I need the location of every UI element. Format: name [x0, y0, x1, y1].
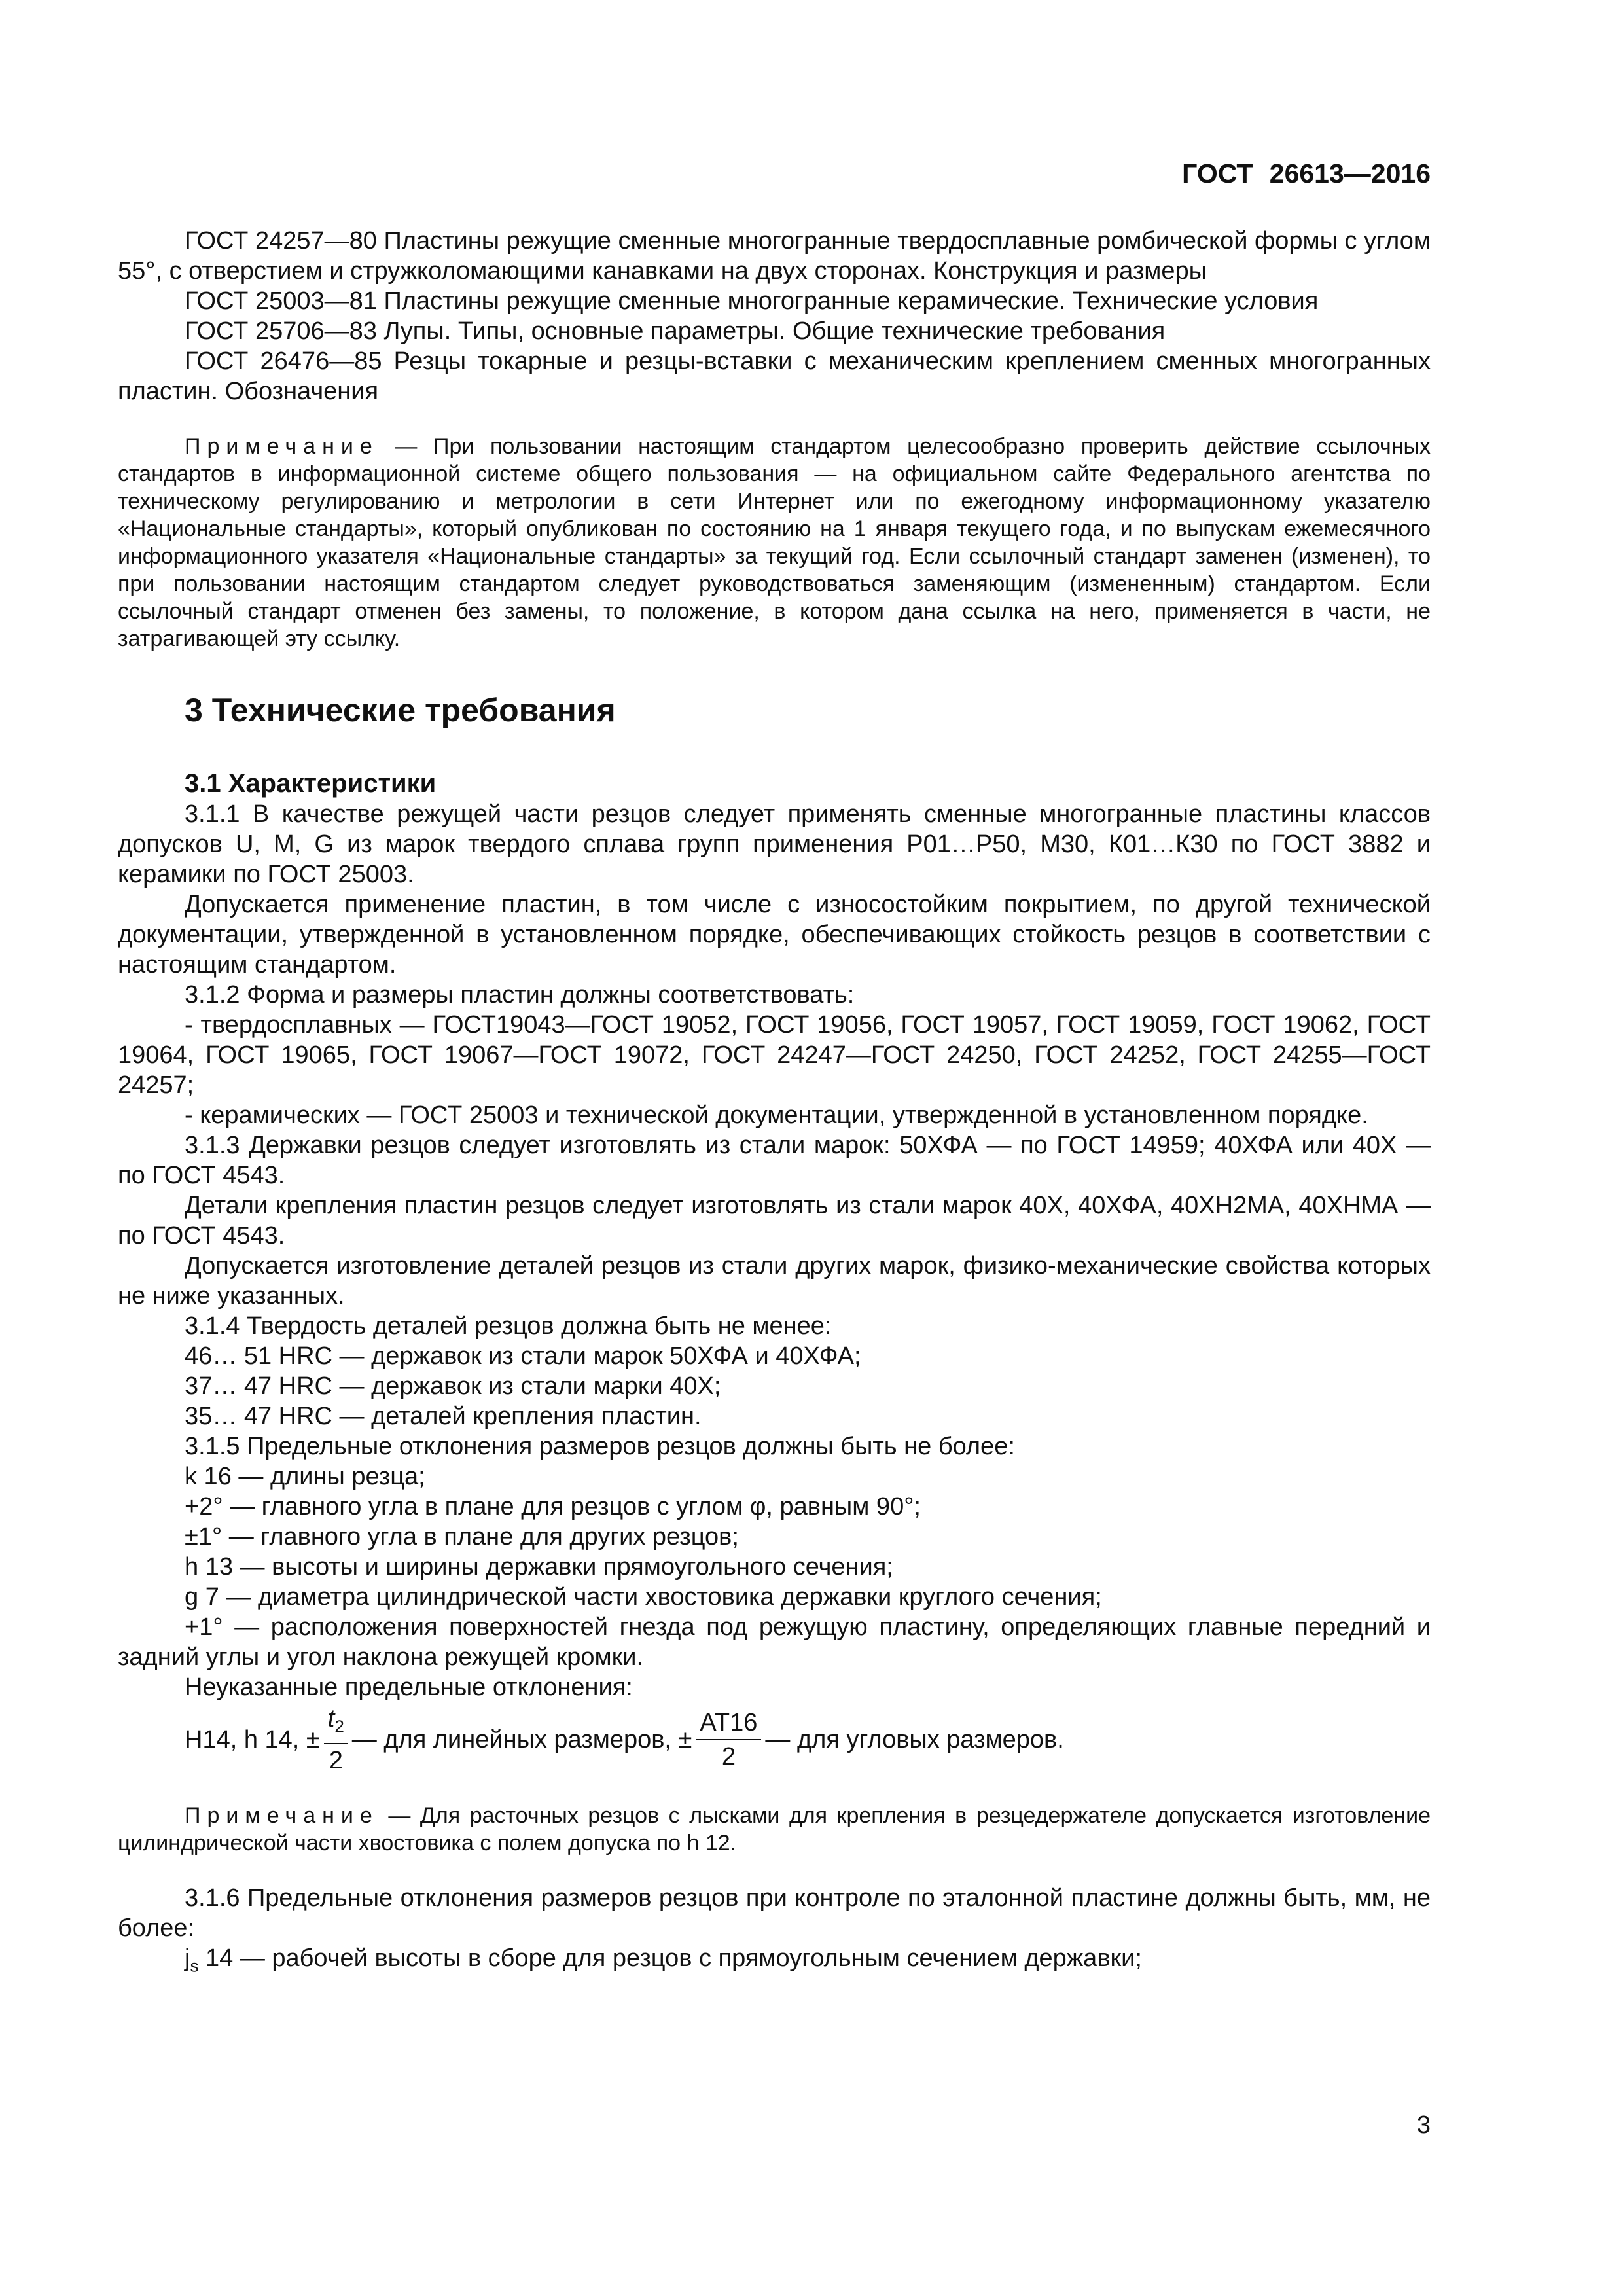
tolerance-formula — [185, 1702, 1431, 1776]
paragraph: 3.1.5 Предельные отклонения размеров резцов должны быть не более: — [185, 1433, 1015, 1460]
fraction-t2: $\frac{t_2}{2}$ — [324, 1702, 348, 1777]
paragraph: 35… 47 HRC — деталей крепления пластин. — [185, 1403, 702, 1430]
paragraph: h 13 — высоты и ширины державки прямоугольного сечения; — [185, 1553, 893, 1581]
paragraph: 3.1.2 Форма и размеры пластин должны соответствовать: — [185, 981, 855, 1009]
section-title: 3 Технические требования — [185, 692, 616, 728]
paragraph: g 7 — диаметра цилиндрической части хвостовика державки круглого сечения; — [185, 1583, 1102, 1611]
note-label: Примечание — [185, 434, 379, 459]
paragraph: Детали крепления пластин резцов следует изготовлять из стали марок 40Х, 40ХФА, 40ХН2МА, 40ХНМА — по ГОСТ 4543. — [118, 1192, 1431, 1249]
paragraph: 3.1.6 Предельные отклонения размеров резцов при контроле по эталонной пластине должны быть, мм, не более: — [118, 1884, 1431, 1942]
note-block — [118, 433, 1431, 653]
page-number: 3 — [1416, 2111, 1431, 2139]
note-label: Примечание — [185, 1803, 379, 1828]
requirements-paragraphs-b — [118, 1883, 1431, 1943]
paragraph: 37… 47 HRC — державок из стали марки 40Х; — [185, 1372, 721, 1400]
reference-item: ГОСТ 25003—81 Пластины режущие сменные многогранные керамические. Технические условия — [185, 287, 1319, 315]
subsection-title: 3.1 Характеристики — [185, 769, 437, 798]
paragraph: - твердосплавных — ГОСТ19043—ГОСТ 19052, ГОСТ 19056, ГОСТ 19057, ГОСТ 19059, ГОСТ 19062, ГОСТ 19064, ГОСТ 19065, ГОСТ 19067—ГОСТ 19072, ГОСТ 24247—ГОСТ 24250, ГОСТ 24252, ГОСТ 24255—ГОСТ 24257; — [118, 1011, 1431, 1099]
note-text: — При пользовании настоящим стандартом целесообразно проверить действие ссылочных стандартов в информационной системе общего пользования — на официальном сайте Федерального агентства по техническому регулированию и метрологии в сети Интернет или по ежегодному информационному указателю «Национальные стандарты», который опубликован по состоянию на 1 января текущего года, и по выпускам ежемесячного информационного указателя «Национальные стандарты» за текущий год. Если ссылочный стандарт заменен (изменен), то при пользовании настоящим стандартом следует руководствоваться заменяющим (измененным) стандартом. Если ссылочный стандарт отменен без замены, то положение, в котором дана ссылка на него, применяется в части, не затрагивающей эту ссылку. — [118, 434, 1431, 651]
paragraph: 46… 51 HRC — державок из стали марок 50ХФА и 40ХФА; — [185, 1342, 861, 1370]
tolerance-js14: $j_s$ 14 — рабочей высоты в сборе для резцов с прямоугольным сечением державки; — [185, 1945, 1142, 1976]
paragraph: 3.1.1 В качестве режущей части резцов следует применять сменные многогранные пластины классов допусков U, M, G из марок твердого сплава групп применения Р01…Р50, М30, К01…К30 по ГОСТ 3882 и керамики по ГОСТ 25003. — [118, 800, 1431, 888]
fraction-at16: $\frac{AT16}{2}$ — [696, 1706, 761, 1773]
reference-item: ГОСТ 24257—80 Пластины режущие сменные многогранные твердосплавные ромбической формы с углом 55°, с отверстием и стружколомающими канавками на двух сторонах. Конструкция и размеры — [118, 227, 1431, 285]
paragraph: +1° — расположения поверхностей гнезда под режущую пластину, определяющих главные передний и задний углы и угол наклона режущей кромки. — [118, 1613, 1431, 1671]
note-text: — Для расточных резцов с лысками для крепления в резцедержателе допускается изготовление цилиндрической части хвостовика с полем допуска по h 12. — [118, 1803, 1431, 1856]
header-title: ГОСТ 26613—2016 — [1182, 158, 1431, 188]
paragraph: k 16 — длины резца; — [185, 1463, 425, 1490]
paragraph: Неуказанные предельные отклонения: — [185, 1674, 633, 1701]
formula-suffix: — для угловых размеров. — [765, 1725, 1064, 1753]
reference-item: ГОСТ 26476—85 Резцы токарные и резцы-вставки с механическим креплением сменных многогранных пластин. Обозначения — [118, 348, 1431, 405]
paragraph: 3.1.4 Твердость деталей резцов должна быть не менее: — [185, 1312, 832, 1340]
content-body — [118, 226, 1431, 1981]
requirements-paragraphs — [118, 799, 1431, 1702]
normative-references — [118, 226, 1431, 406]
paragraph: Допускается изготовление деталей резцов из стали других марок, физико-механические свойства которых не ниже указанных. — [118, 1252, 1431, 1310]
paragraph: 3.1.3 Державки резцов следует изготовлять из стали марок: 50ХФА — по ГОСТ 14959; 40ХФА или 40Х — по ГОСТ 4543. — [118, 1132, 1431, 1189]
paragraph: ±1° — главного угла в плане для других резцов; — [185, 1523, 739, 1551]
paragraph: - керамических — ГОСТ 25003 и технической документации, утвержденной в установленном порядке. — [185, 1102, 1368, 1129]
formula-mid: — для линейных размеров, ± — [351, 1725, 692, 1753]
formula-prefix: H14, h 14, ± — [185, 1725, 320, 1753]
note-block-2 — [118, 1802, 1431, 1857]
paragraph: Допускается применение пластин, в том числе с износостойким покрытием, по другой технической документации, утвержденной в установленном порядке, обеспечивающих стойкость резцов в соответствии с настоящим стандартом. — [118, 891, 1431, 978]
paragraph: +2° — главного угла в плане для резцов с углом φ, равным 90°; — [185, 1493, 921, 1520]
reference-item: ГОСТ 25706—83 Лупы. Типы, основные параметры. Общие технические требования — [185, 317, 1166, 345]
